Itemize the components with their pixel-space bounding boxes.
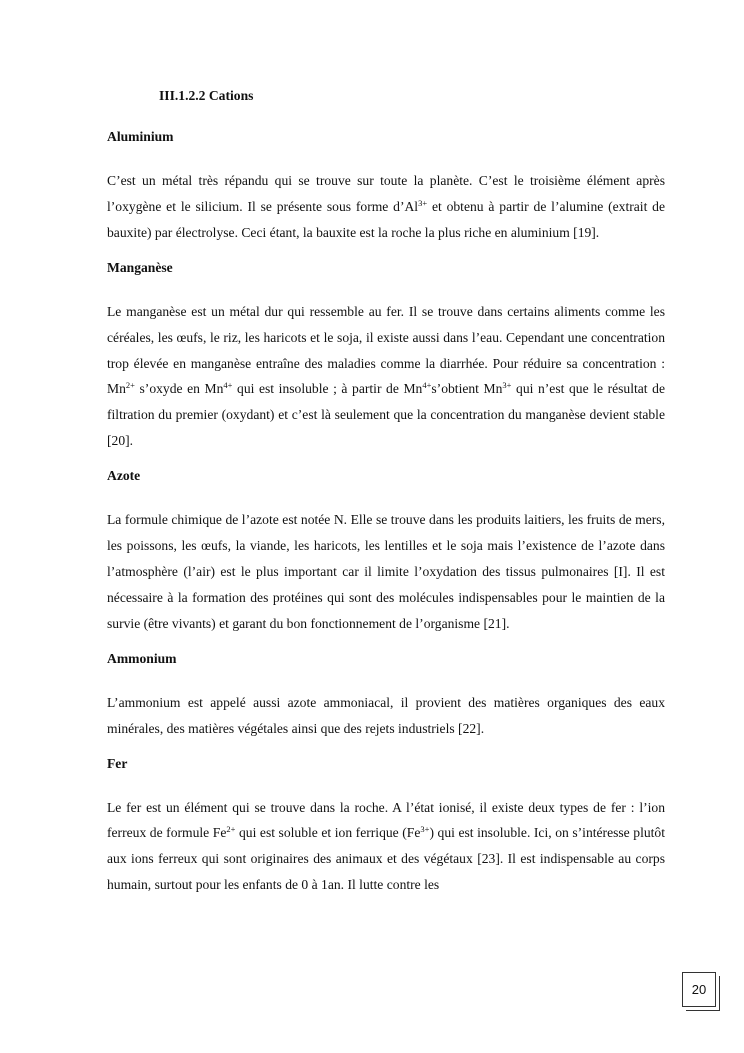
heading-fer: Fer — [107, 755, 128, 771]
heading-aluminium: Aluminium — [107, 129, 174, 144]
section-title: III.1.2.2 Cations — [159, 88, 254, 103]
paragraph-aluminium: C’est un métal très répandu qui se trouve sur toute la planète. C’est le troisième élément après l’oxygène et le silicium. Il se présente sous forme $d’Al^{3+}$ et obtenu à partir de l’alumine (extrait de bauxite) par électrolyse. Ceci étant, la bauxite est la roche la plus riche en aluminium [19]. — [107, 173, 666, 240]
document-page — [107, 86, 665, 910]
heading-azote: Azote — [107, 468, 141, 484]
paragraph-ammonium: L’ammonium est appelé aussi azote ammoniacal, il provient des matières organiques des eaux minérales, des matières végétales ainsi que des rejets industriels [22]. — [107, 694, 665, 736]
heading-manganese: Manganèse — [107, 259, 173, 275]
heading-ammonium: Ammonium — [107, 650, 177, 666]
page-number: 20 — [682, 972, 716, 1007]
paragraph-fer: Le fer est un élément qui se trouve dans la roche. A l’état ionisé, il existe deux types de fer : l’ion ferreux de formule $Fe^{2+}$ qui est soluble et ion ferrique $(Fe^{3+})$ qui est insoluble. Ici, on s’intéresse plutôt aux ions ferreux qui sont originaires des animaux et des végétaux [23]. Il est indispensable au corps humain, surtout pour les enfants de 0 à 1an. Il lutte contre les — [107, 799, 665, 893]
paragraph-azote: La formule chimique de l’azote est notée N. Elle se trouve dans les produits laitiers, les fruits de mers, les poissons, les œufs, la viande, les haricots, les lentilles et le soja mais l’existence de l’azote dans l’atmosphère (l’air) est le plus important car il limite l’oxydation des tissus pulmonaires [I]. Il est nécessaire à la formation des protéines qui sont des molécules indispensables pour le maintien de la survie (être vivants) et garant du bon fonctionnement de l’organisme [21]. — [107, 512, 665, 631]
paragraph-manganese: Le manganèse est un métal dur qui ressemble au fer. Il se trouve dans certains aliments comme les céréales, les œufs, le riz, les haricots et le soja, il existe aussi dans l’eau. Cependant une concentration trop élevée en manganèse entraîne des maladies comme la diarrhée. Pour réduire sa concentration : $Mn^{2+}$ s’oxyde en $Mn^{4+}$ qui est insoluble ; à partir de $Mn^{4+}s’obtient$ $Mn^{3+}$ qui n’est que le résultat de filtration du premier (oxydant) et c’est là seulement que la concentration du manganèse devient stable [20]. — [107, 303, 665, 449]
